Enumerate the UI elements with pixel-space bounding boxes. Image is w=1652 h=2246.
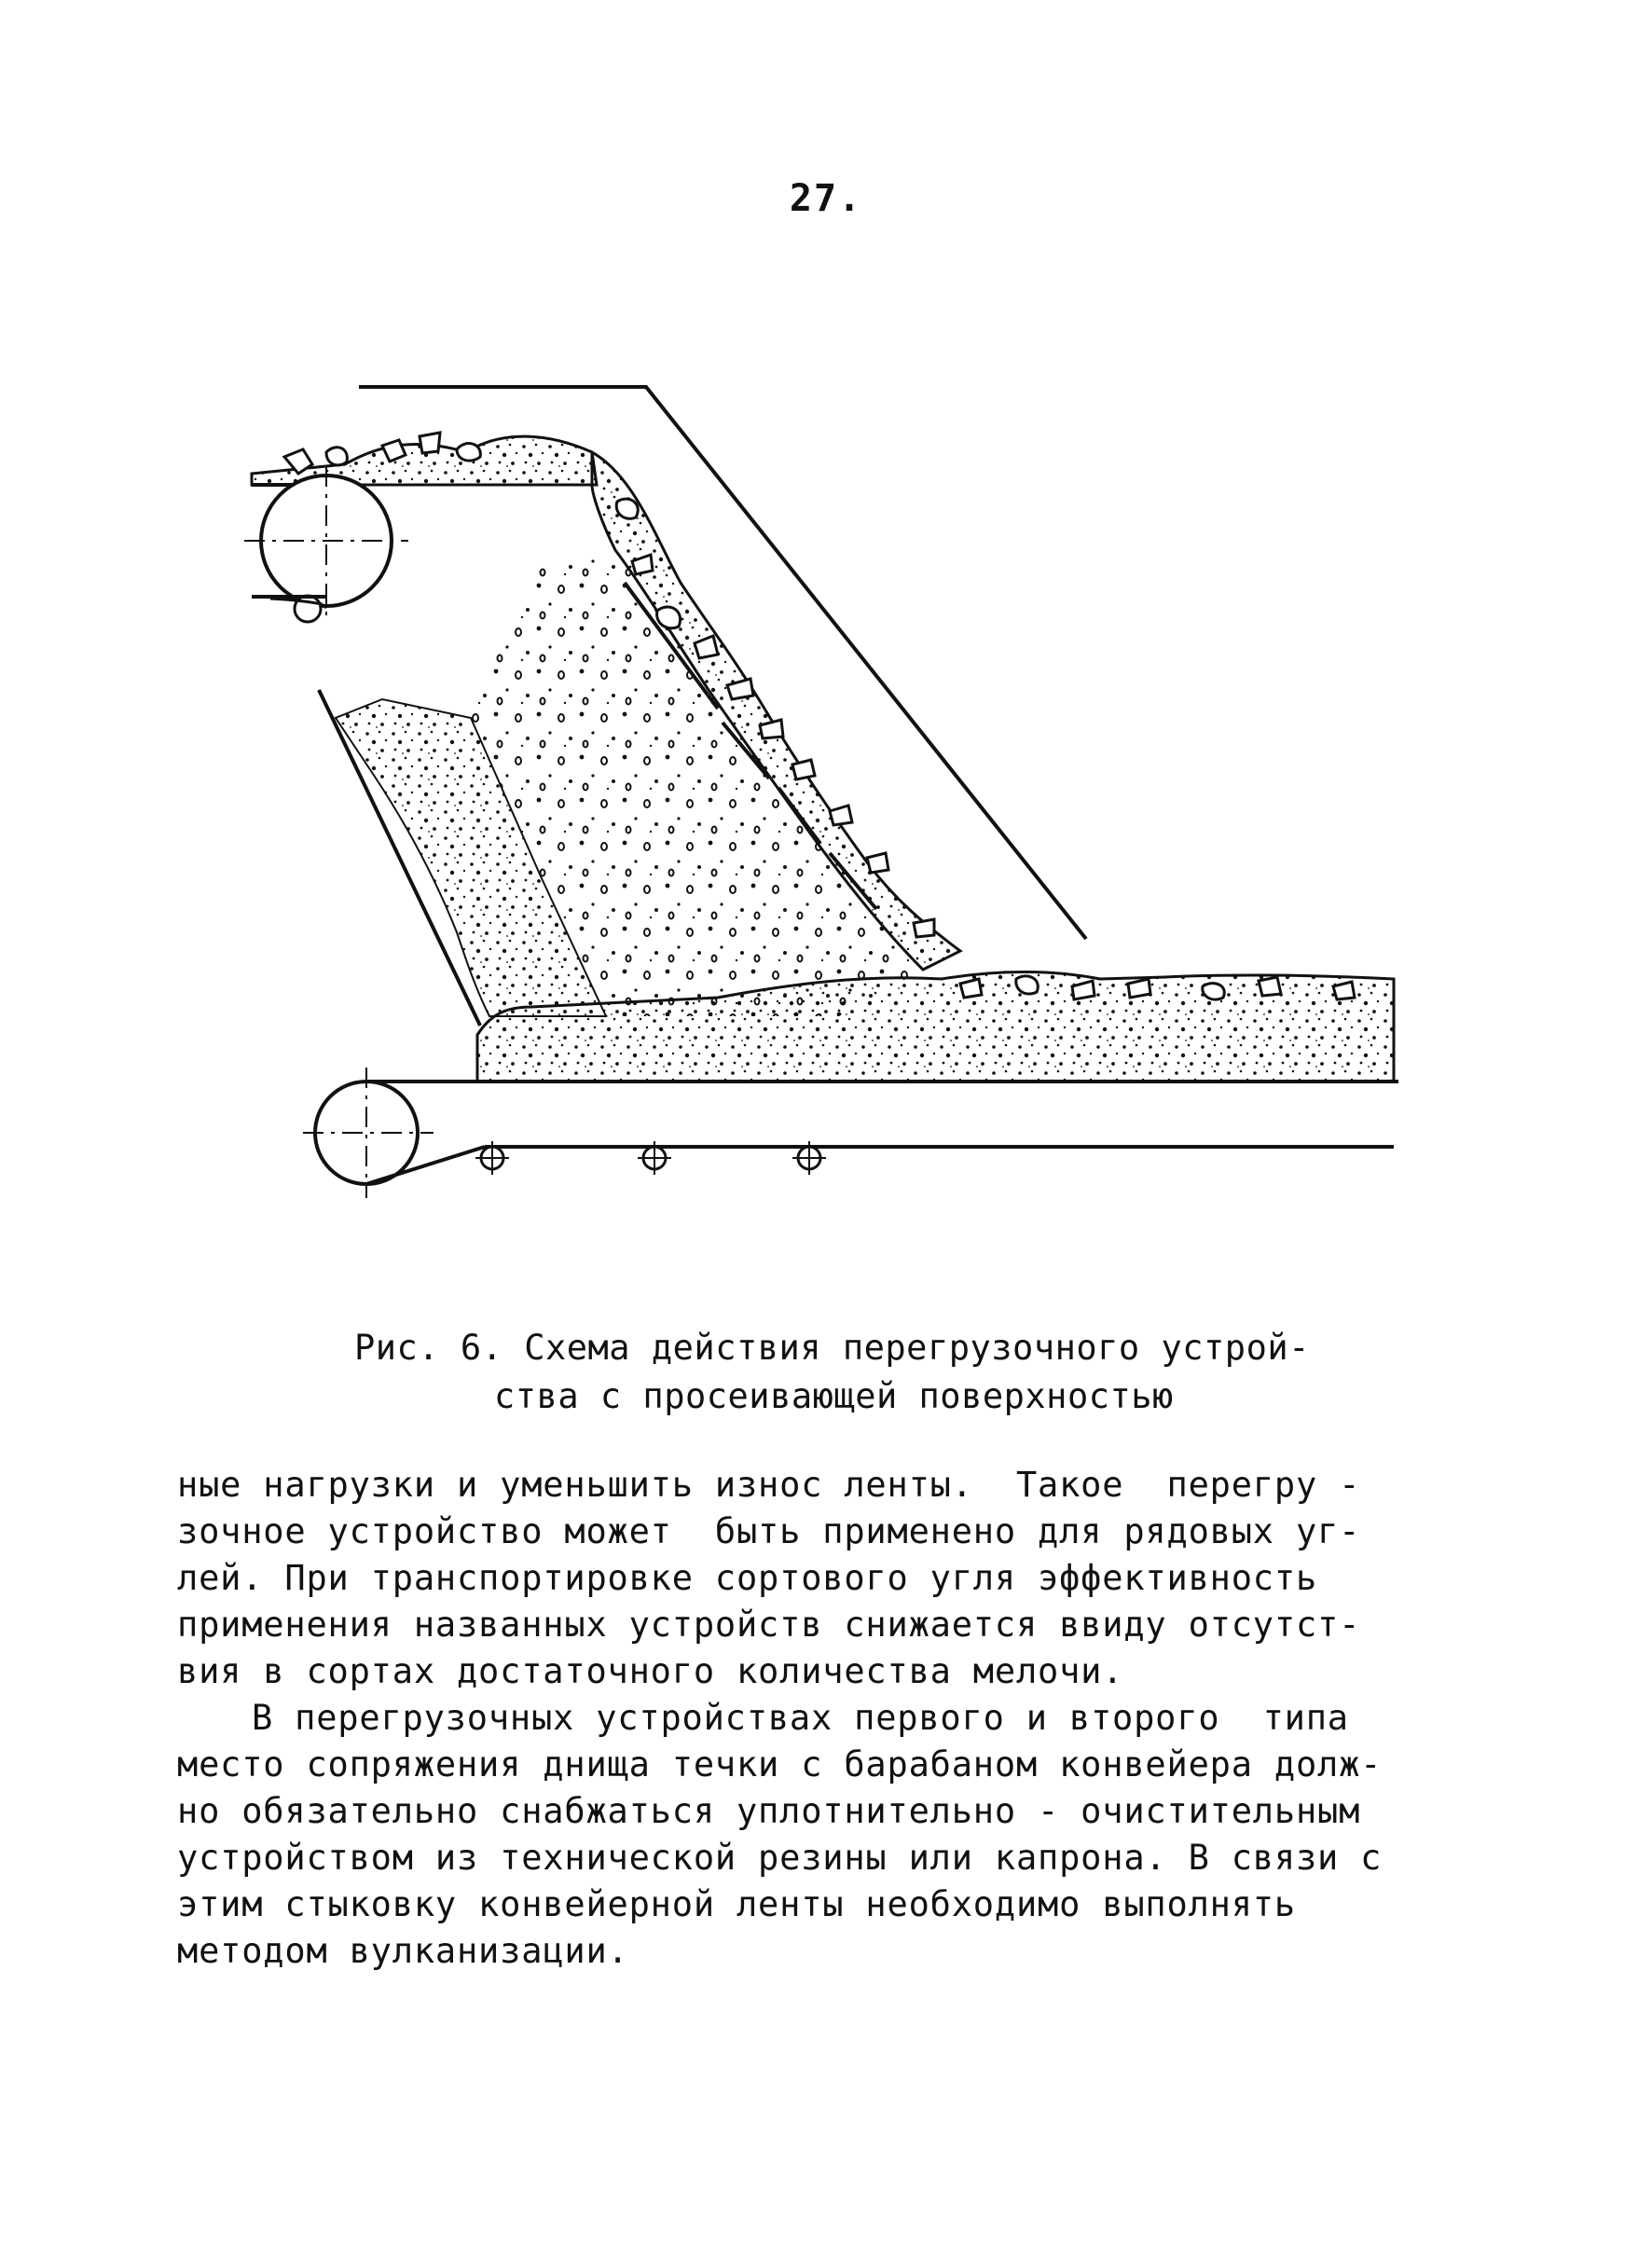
figure-transfer-device-diagram: [233, 364, 1445, 1277]
figure-caption: [354, 1324, 1426, 1421]
text-line: ные нагрузки и уменьшить износ ленты. Такое перегру -: [177, 1465, 1361, 1505]
text-line: устройством из технической резины или капрона. В связи с: [177, 1838, 1383, 1878]
page-number: 27.: [789, 177, 863, 220]
text-line: этим стыковку конвейерной ленты необходимо выполнять: [177, 1884, 1296, 1924]
text-line: вия в сортах достаточного количества мелочи.: [177, 1651, 1124, 1691]
text-line: зочное устройство может быть применено для рядовых уг-: [177, 1511, 1361, 1551]
text-line: лей. При транспортировке сортового угля эффективность: [177, 1558, 1318, 1598]
caption-line-2: ства с просеивающей поверхностью: [494, 1376, 1174, 1416]
paragraph-start-line: В перегрузочных устройствах первого и второго типа: [252, 1698, 1349, 1738]
caption-line-1: Рис. 6. Схема действия перегрузочного устрой-: [354, 1328, 1310, 1368]
text-line: место сопряжения днища течки с барабаном конвейера долж-: [177, 1744, 1383, 1784]
body-text: [177, 1462, 1473, 1975]
text-line: но обязательно снабжаться уплотнительно - очистительным: [177, 1791, 1361, 1831]
text-line: методом вулканизации.: [177, 1931, 629, 1971]
text-line: применения названных устройств снижается ввиду отсутст-: [177, 1605, 1361, 1645]
transfer-device-schematic: [233, 364, 1445, 1277]
